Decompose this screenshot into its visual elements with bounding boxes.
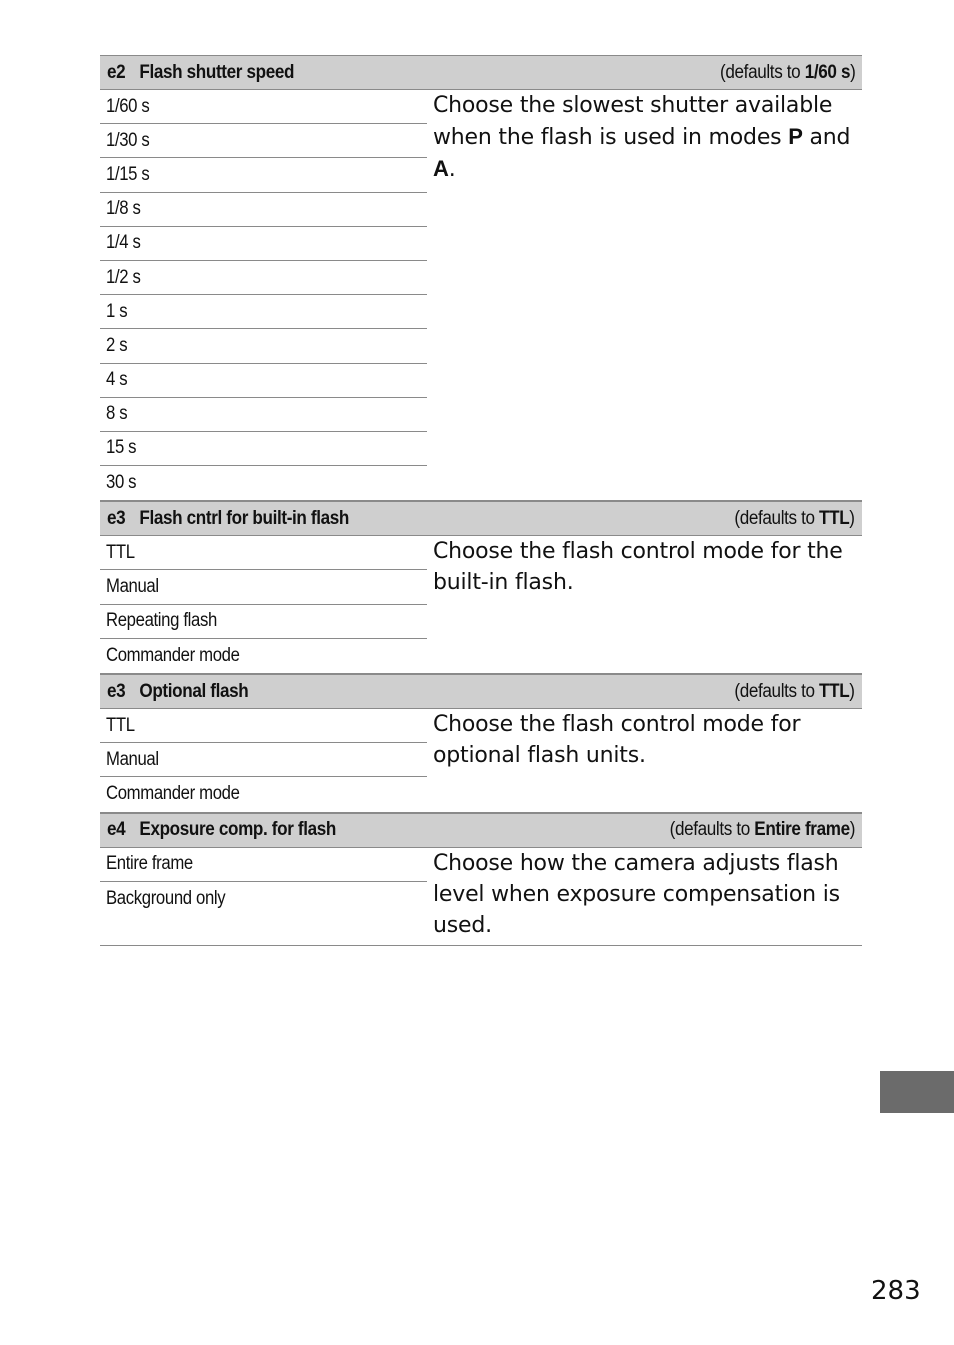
- option-label: TTL: [106, 541, 135, 563]
- default-value: TTL: [819, 507, 850, 529]
- option-item: [100, 777, 427, 811]
- option-label: Manual: [106, 576, 159, 598]
- option-label: Background only: [106, 887, 226, 909]
- section-flash-shutter-speed: [100, 55, 862, 501]
- mode-a-label: A: [433, 156, 449, 181]
- option-list: [100, 536, 427, 673]
- description-text: Choose the slowest shutter available when the flash is used in modes: [433, 93, 833, 150]
- option-label: 1/15 s: [106, 163, 150, 185]
- section-title: [107, 508, 349, 530]
- section-code: e3: [107, 680, 126, 702]
- option-label: Manual: [106, 748, 159, 770]
- option-label: TTL: [106, 714, 135, 736]
- section-header: [100, 55, 862, 90]
- section-default: [735, 681, 855, 703]
- chapter-thumb-tab: [880, 1071, 954, 1113]
- default-value: 1/60 s: [804, 61, 850, 83]
- section-title: [107, 819, 336, 841]
- section-default: [720, 62, 855, 84]
- section-body: [100, 536, 862, 674]
- section-exposure-comp-for-flash: [100, 813, 862, 946]
- option-label: 1/60 s: [106, 95, 150, 117]
- option-item: [100, 124, 427, 158]
- default-suffix: ): [849, 61, 855, 83]
- option-item: [100, 364, 427, 398]
- option-item: [100, 261, 427, 295]
- option-label: Commander mode: [106, 644, 240, 666]
- section-title: [107, 681, 248, 703]
- option-label: 1 s: [106, 300, 128, 322]
- section-body: [100, 848, 862, 946]
- default-suffix: ): [849, 819, 855, 841]
- settings-tables: [100, 55, 862, 946]
- section-description: Choose the flash control mode for the built-in flash.: [433, 539, 843, 596]
- option-label: 1/8 s: [106, 198, 141, 220]
- section-default: [670, 819, 855, 841]
- section-description: Choose the flash control mode for optional flash units.: [433, 712, 801, 768]
- page-number: 283: [871, 1276, 921, 1306]
- section-code: e3: [107, 507, 126, 529]
- section-title-text: Flash shutter speed: [139, 61, 295, 83]
- option-item: [100, 158, 427, 192]
- option-label: 4 s: [106, 369, 128, 391]
- option-label: Commander mode: [106, 783, 240, 805]
- option-list: [100, 848, 427, 945]
- default-value: TTL: [819, 680, 850, 702]
- option-label: Entire frame: [106, 853, 193, 875]
- default-prefix: (defaults to: [734, 680, 820, 702]
- default-prefix: (defaults to: [719, 61, 805, 83]
- section-code: e4: [107, 819, 126, 841]
- default-prefix: (defaults to: [734, 507, 820, 529]
- default-prefix: (defaults to: [669, 819, 755, 841]
- option-item: [100, 605, 427, 639]
- default-value: Entire frame: [754, 819, 850, 841]
- option-item: [100, 398, 427, 432]
- section-default: [735, 508, 855, 530]
- section-header: [100, 674, 862, 709]
- option-item: [100, 536, 427, 570]
- default-suffix: ): [849, 507, 855, 529]
- description-text: .: [448, 157, 456, 182]
- option-item: [100, 193, 427, 227]
- description-text: and: [802, 125, 851, 150]
- section-code: e2: [107, 61, 126, 83]
- section-header: [100, 813, 862, 848]
- section-flash-cntrl-built-in: [100, 501, 862, 674]
- option-label: 8 s: [106, 403, 128, 425]
- mode-p-label: P: [788, 124, 803, 149]
- option-item: [100, 570, 427, 604]
- option-list: [100, 90, 427, 500]
- option-label: 1/2 s: [106, 266, 141, 288]
- option-item: [100, 882, 427, 916]
- option-item: [100, 743, 427, 777]
- option-item: [100, 329, 427, 363]
- option-label: 30 s: [106, 472, 137, 494]
- section-optional-flash: [100, 674, 862, 813]
- option-item: [100, 639, 427, 673]
- section-description: [427, 90, 862, 500]
- option-item: [100, 432, 427, 466]
- option-label: 2 s: [106, 334, 128, 356]
- option-item: [100, 295, 427, 329]
- section-description: Choose how the camera adjusts flash level when exposure compensation is used.: [433, 850, 840, 938]
- section-title-text: Optional flash: [139, 680, 249, 702]
- section-body: [100, 90, 862, 501]
- option-label: 1/4 s: [106, 232, 141, 254]
- section-title: [107, 62, 294, 84]
- option-item: [100, 709, 427, 743]
- option-item: [100, 466, 427, 500]
- option-label: 15 s: [106, 437, 137, 459]
- default-suffix: ): [849, 680, 855, 702]
- section-title-text: Flash cntrl for built-in flash: [139, 507, 350, 529]
- option-item: [100, 90, 427, 124]
- option-item: [100, 848, 427, 882]
- section-body: [100, 709, 862, 813]
- option-label: 1/30 s: [106, 129, 150, 151]
- section-title-text: Exposure comp. for flash: [139, 819, 337, 841]
- option-list: [100, 709, 427, 812]
- option-item: [100, 227, 427, 261]
- option-label: Repeating flash: [106, 610, 217, 632]
- section-header: [100, 501, 862, 536]
